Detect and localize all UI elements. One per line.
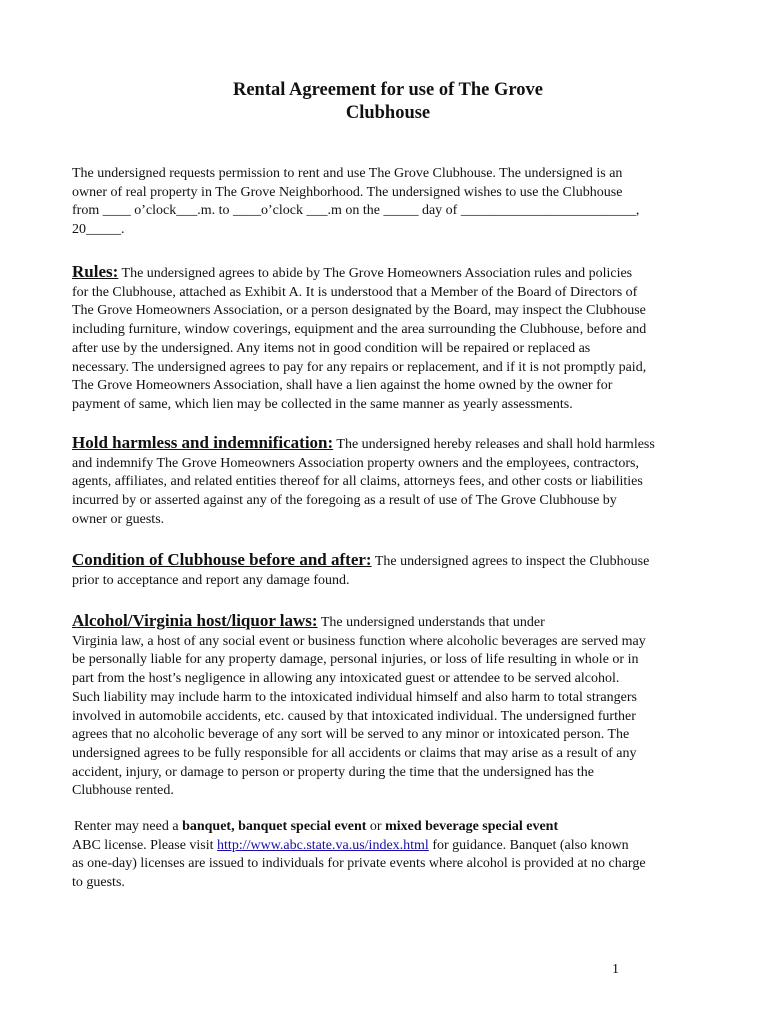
abc-website-link[interactable]: http://www.abc.state.va.us/index.html: [217, 837, 429, 853]
intro-line: owner of real property in The Grove Neighborhood. The undersigned wishes to use the Clubhouse: [72, 184, 623, 200]
title-line-2: Clubhouse: [345, 103, 431, 123]
hold-harmless-line: agents, affiliates, and related entities thereof for all claims, attorneys fees, and other costs or liabilities: [72, 474, 643, 490]
alcohol-line: accident, injury, or damage to person or property during the time that the undersigned has the: [72, 764, 594, 780]
alcohol-section: [72, 612, 712, 801]
alcohol-line: agrees that no alcoholic beverage of any sort will be served to any minor or intoxicated person. The: [72, 727, 630, 743]
rules-line: The undersigned agrees to abide by The Grove Homeowners Association rules and policies: [118, 266, 633, 281]
rules-line: after use by the undersigned. Any items not in good condition will be repaired or replaced as: [72, 340, 591, 356]
rules-line: The Grove Homeowners Association, or a person designated by the Board, may inspect the Clubhouse: [72, 303, 646, 319]
rules-line: including furniture, window coverings, equipment and the area surrounding the Clubhouse, before and: [72, 322, 647, 338]
hold-harmless-line: and indemnify The Grove Homeowners Association property owners and the employees, contractors,: [72, 455, 639, 471]
hold-harmless-heading: Hold harmless and indemnification:: [72, 433, 334, 452]
renter-text: as one-day) licenses are issued to individuals for private events where alcohol is provided at no charge: [72, 856, 646, 872]
alcohol-heading: Alcohol/Virginia host/liquor laws:: [72, 611, 318, 630]
intro-paragraph: [72, 165, 712, 240]
renter-text: for guidance. Banquet (also known: [428, 837, 629, 853]
title-line-1: Rental Agreement for use of The Grove: [232, 80, 543, 100]
document-title: [0, 79, 770, 125]
hold-harmless-section: [72, 434, 712, 530]
condition-line: The undersigned agrees to inspect the Clubhouse: [371, 554, 650, 569]
renter-text: ABC license. Please visit: [72, 837, 218, 853]
rules-section: [72, 263, 712, 415]
intro-line: from ____ o’clock___.m. to ____o’clock ___.m on the _____ day of _________________________,: [72, 203, 640, 219]
condition-section: [72, 551, 712, 590]
alcohol-line: undersigned agrees to be fully responsible for all accidents or claims that may arise as a result of any: [72, 745, 637, 761]
renter-text: or: [366, 819, 386, 834]
banquet-license-types: banquet, banquet special event: [182, 819, 367, 834]
condition-heading: Condition of Clubhouse before and after:: [72, 550, 372, 569]
hold-harmless-line: The undersigned hereby releases and shall hold harmless: [333, 437, 655, 452]
condition-line: prior to acceptance and report any damage found.: [72, 572, 350, 588]
alcohol-line: be personally liable for any property damage, personal injuries, or loss of life resulting in whole or in: [72, 652, 639, 668]
page-number: 1: [612, 962, 619, 977]
alcohol-line: Clubhouse rented.: [72, 783, 174, 799]
renter-text: Renter may need a: [74, 819, 183, 834]
alcohol-line: involved in automobile accidents, etc. caused by that intoxicated individual. The undersigned further: [72, 708, 636, 724]
rules-line: necessary. The undersigned agrees to pay for any repairs or replacement, and if it is not promptly paid,: [72, 359, 647, 375]
rules-line: payment of same, which lien may be collected in the same manner as yearly assessments.: [72, 396, 573, 412]
alcohol-line: Such liability may include harm to the intoxicated individual himself and also harm to total strangers: [72, 689, 637, 705]
hold-harmless-line: incurred by or asserted against any of the foregoing as a result of use of The Grove Clubhouse by: [72, 493, 617, 509]
alcohol-line: part from the host’s negligence in allowing any intoxicated guest or attendee to be served alcohol.: [72, 671, 620, 687]
intro-line: The undersigned requests permission to rent and use The Grove Clubhouse. The undersigned is an: [72, 166, 623, 181]
hold-harmless-line: owner or guests.: [72, 511, 165, 527]
rules-line: The Grove Homeowners Association, shall have a lien against the home owned by the owner for: [72, 378, 613, 394]
rules-heading: Rules:: [72, 262, 119, 281]
mixed-beverage-license: mixed beverage special event: [385, 819, 559, 834]
rules-line: for the Clubhouse, attached as Exhibit A. It is understood that a Member of the Board of Directors of: [72, 284, 638, 300]
renter-license-note: [72, 818, 712, 893]
alcohol-line: The undersigned understands that under: [317, 615, 545, 630]
intro-line: 20_____.: [72, 222, 125, 238]
alcohol-line: Virginia law, a host of any social event or business function where alcoholic beverages are served may: [72, 633, 646, 649]
renter-text: to guests.: [72, 875, 125, 891]
